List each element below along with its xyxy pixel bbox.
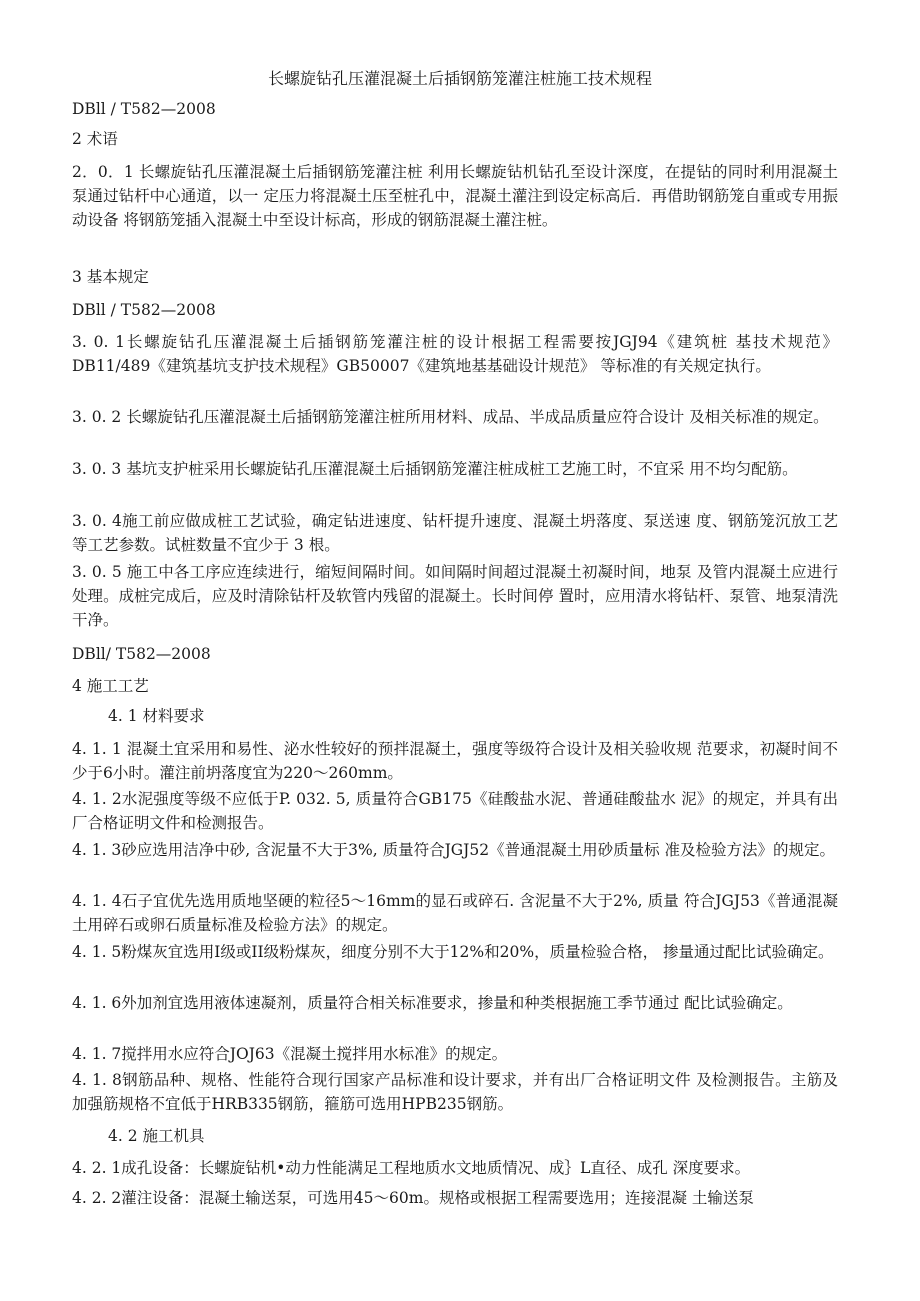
paragraph: 2．0．1 长螺旋钻孔压灌混凝土后插钢筋笼灌注桩 利用长螺旋钻机钻孔至设计深度，在提钻的同时利用混凝土泵通过钻杆中心通道，以一 定压力将混凝土压至桩孔中，混凝土灌注到设定标高后．再借助钢筋笼自重或专用振动设备 将钢筋笼插入混凝土中至设计标高，形成的钢筋混凝土灌注桩。 [72, 163, 838, 229]
subsection-heading: 4. 1 材料要求 [108, 707, 205, 725]
paragraph: 3. 0. 2 长螺旋钻孔压灌混凝土后插钢筋笼灌注桩所用材料、成品、半成品质量应符合设计 及相关标准的规定。 [72, 408, 829, 426]
paragraph: 3. 0. 5 施工中各工序应连续进行，缩短间隔时间。如间隔时间超过混凝土初凝时间，地泵 及管内混凝土应进行处理。成桩完成后，应及时清除钻杆及软管内残留的混凝土。长时间停 置时，应用清水将钻杆、泵管、地泵清洗干净。 [72, 563, 838, 629]
standard-code: DBll/ T582—2008 [72, 645, 211, 663]
section-heading: 3 基本规定 [72, 268, 149, 286]
paragraph: 4. 1. 3砂应选用洁净中砂, 含泥量不大于3%, 质量符合JGJ52《普通混凝土用砂质量标 准及检验方法》的规定。 [72, 841, 836, 859]
standard-code: DBll / T582—2008 [72, 301, 216, 319]
paragraph: 4. 2. 2灌注设备：混凝土输送泵，可选用45〜60m。规格或根据工程需要选用；连接混凝 土输送泵 [72, 1189, 754, 1207]
paragraph: 3. 0. 3 基坑支护桩采用长螺旋钻孔压灌混凝土后插钢筋笼灌注桩成桩工艺施工时，不宜采 用不均匀配筋。 [72, 460, 798, 478]
paragraph: 3. 0. 1长螺旋钻孔压灌混凝土后插钢筋笼灌注桩的设计根据工程需要按JGJ94《建筑桩 基技术规范》DB11/489《建筑基坑支护技术规程》GB50007《建筑地基基础设计规范》 等标准的有关规定执行。 [72, 333, 838, 375]
standard-code: DBll / T582—2008 [72, 100, 216, 118]
paragraph: 3. 0. 4施工前应做成桩工艺试验，确定钻进速度、钻杆提升速度、混凝土坍落度、泵送速 度、钢筋笼沉放工艺等工艺参数。试桩数量不宜少于 3 根。 [72, 512, 838, 554]
paragraph: 4. 1. 4石子宜优先选用质地坚硬的粒径5〜16mm的显石或碎石. 含泥量不大于2%, 质量 符合JGJ53《普通混凝土用碎石或卵石质量标准及检验方法》的规定。 [72, 892, 838, 934]
document-title: 长螺旋钻孔压灌混凝土后插钢筋笼灌注桩施工技术规程 [267, 69, 652, 88]
paragraph: 4. 1. 7搅拌用水应符合JOJ63《混凝土搅拌用水标准》的规定。 [72, 1045, 508, 1063]
paragraph: 4. 1. 5粉煤灰宜选用I级或II级粉煤灰，细度分别不大于12%和20%，质量检验合格， 掺量通过配比试验确定。 [72, 943, 834, 961]
paragraph: 4. 2. 1成孔设备：长螺旋钻机•动力性能满足工程地质水文地质情况、成｝L直径、成孔 深度要求。 [72, 1159, 751, 1177]
subsection-heading: 4. 2 施工机具 [108, 1127, 205, 1145]
paragraph: 4. 1. 2水泥强度等级不应低于P. 032. 5, 质量符合GB175《硅酸盐水泥、普通硅酸盐水 泥》的规定，并具有出厂合格证明文件和检测报告。 [72, 790, 838, 832]
paragraph: 4. 1. 8钢筋品种、规格、性能符合现行国家产品标准和设计要求，并有出厂合格证明文件 及检测报告。主筋及加强筋规格不宜低于HRB335钢筋，箍筋可选用HPB235钢筋。 [72, 1071, 838, 1113]
section-heading: 4 施工工艺 [72, 677, 149, 695]
paragraph: 4. 1. 1 混凝土宜采用和易性、泌水性较好的预拌混凝土，强度等级符合设计及相关验收规 范要求，初凝时间不少于6小时。灌注前坍落度宜为220〜260mm。 [72, 740, 838, 782]
paragraph: 4. 1. 6外加剂宜选用液体速凝剂，质量符合相关标准要求，掺量和种类根据施工季节通过 配比试验确定。 [72, 994, 793, 1012]
section-heading: 2 术语 [72, 130, 118, 148]
